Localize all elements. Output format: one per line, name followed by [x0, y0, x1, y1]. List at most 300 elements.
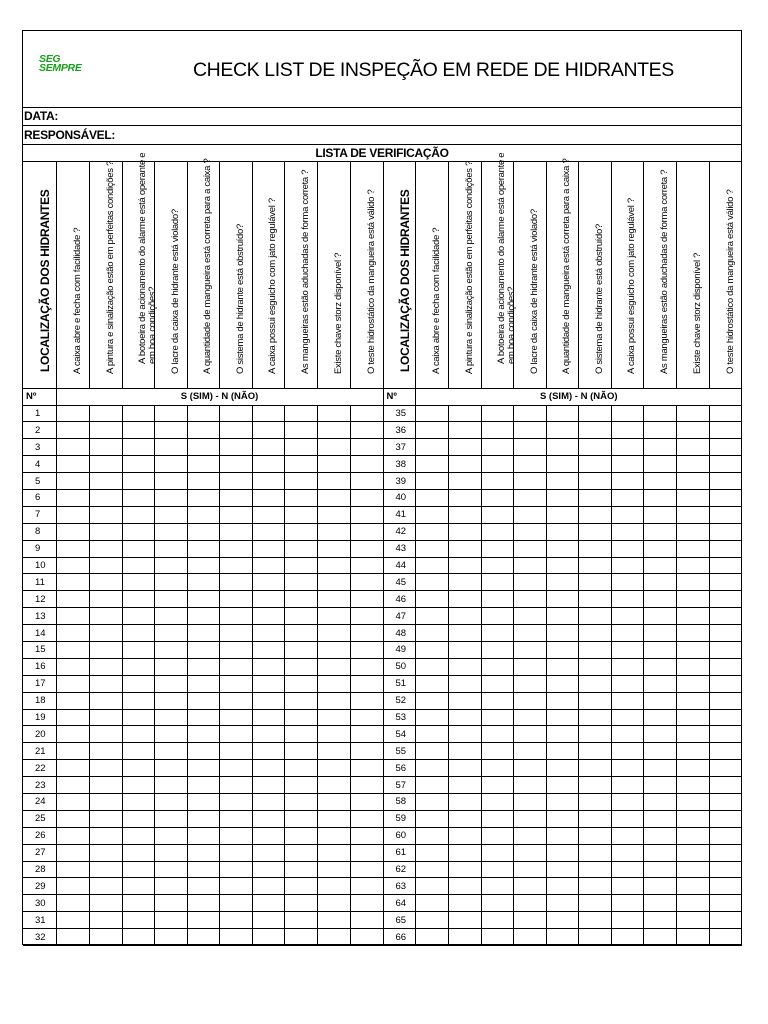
answer-cell[interactable] [187, 827, 219, 844]
answer-cell[interactable] [284, 861, 317, 878]
answer-cell[interactable] [709, 574, 742, 591]
answer-cell[interactable] [89, 625, 122, 642]
answer-cell[interactable] [709, 422, 742, 439]
answer-cell[interactable] [546, 929, 578, 946]
answer-cell[interactable] [709, 523, 742, 540]
answer-cell[interactable] [448, 658, 481, 675]
answer-cell[interactable] [676, 912, 709, 929]
answer-cell[interactable] [219, 557, 252, 574]
answer-cell[interactable] [643, 760, 676, 777]
answer-cell[interactable] [154, 506, 187, 523]
answer-cell[interactable] [187, 912, 219, 929]
answer-cell[interactable] [252, 709, 284, 726]
answer-cell[interactable] [219, 743, 252, 760]
answer-cell[interactable] [448, 625, 481, 642]
answer-cell[interactable] [219, 422, 252, 439]
answer-cell[interactable] [481, 574, 513, 591]
answer-cell[interactable] [252, 439, 284, 456]
answer-cell[interactable] [643, 658, 676, 675]
answer-cell[interactable] [611, 473, 643, 490]
answer-cell[interactable] [89, 489, 122, 506]
answer-cell[interactable] [317, 895, 350, 912]
answer-cell[interactable] [350, 608, 383, 625]
answer-cell[interactable] [154, 557, 187, 574]
answer-cell[interactable] [317, 844, 350, 861]
answer-cell[interactable] [122, 540, 154, 557]
answer-cell[interactable] [122, 709, 154, 726]
answer-cell[interactable] [643, 608, 676, 625]
answer-cell[interactable] [676, 456, 709, 473]
answer-cell[interactable] [546, 878, 578, 895]
answer-cell[interactable] [350, 878, 383, 895]
answer-cell[interactable] [56, 878, 89, 895]
answer-cell[interactable] [317, 827, 350, 844]
answer-cell[interactable] [709, 405, 742, 422]
answer-cell[interactable] [415, 608, 448, 625]
answer-cell[interactable] [154, 777, 187, 794]
answer-cell[interactable] [122, 895, 154, 912]
answer-cell[interactable] [513, 489, 546, 506]
answer-cell[interactable] [219, 675, 252, 692]
answer-cell[interactable] [546, 827, 578, 844]
answer-cell[interactable] [187, 743, 219, 760]
answer-cell[interactable] [481, 625, 513, 642]
answer-cell[interactable] [709, 793, 742, 810]
answer-cell[interactable] [154, 844, 187, 861]
answer-cell[interactable] [709, 658, 742, 675]
answer-cell[interactable] [56, 641, 89, 658]
answer-cell[interactable] [154, 591, 187, 608]
answer-cell[interactable] [89, 810, 122, 827]
answer-cell[interactable] [643, 692, 676, 709]
answer-cell[interactable] [252, 540, 284, 557]
answer-cell[interactable] [578, 641, 611, 658]
answer-cell[interactable] [448, 540, 481, 557]
answer-cell[interactable] [89, 895, 122, 912]
answer-cell[interactable] [513, 405, 546, 422]
answer-cell[interactable] [415, 675, 448, 692]
answer-cell[interactable] [578, 709, 611, 726]
answer-cell[interactable] [415, 473, 448, 490]
answer-cell[interactable] [154, 726, 187, 743]
answer-cell[interactable] [676, 760, 709, 777]
answer-cell[interactable] [56, 574, 89, 591]
answer-cell[interactable] [643, 405, 676, 422]
answer-cell[interactable] [415, 827, 448, 844]
answer-cell[interactable] [187, 540, 219, 557]
answer-cell[interactable] [317, 810, 350, 827]
answer-cell[interactable] [89, 557, 122, 574]
answer-cell[interactable] [154, 861, 187, 878]
answer-cell[interactable] [122, 810, 154, 827]
answer-cell[interactable] [578, 473, 611, 490]
answer-cell[interactable] [546, 439, 578, 456]
answer-cell[interactable] [481, 810, 513, 827]
answer-cell[interactable] [481, 675, 513, 692]
answer-cell[interactable] [415, 726, 448, 743]
answer-cell[interactable] [709, 456, 742, 473]
answer-cell[interactable] [219, 878, 252, 895]
answer-cell[interactable] [643, 912, 676, 929]
answer-cell[interactable] [122, 777, 154, 794]
answer-cell[interactable] [89, 760, 122, 777]
answer-cell[interactable] [56, 726, 89, 743]
answer-cell[interactable] [317, 506, 350, 523]
answer-cell[interactable] [122, 523, 154, 540]
answer-cell[interactable] [317, 658, 350, 675]
answer-cell[interactable] [676, 709, 709, 726]
answer-cell[interactable] [578, 692, 611, 709]
answer-cell[interactable] [611, 405, 643, 422]
answer-cell[interactable] [350, 591, 383, 608]
answer-cell[interactable] [350, 489, 383, 506]
answer-cell[interactable] [643, 844, 676, 861]
answer-cell[interactable] [317, 405, 350, 422]
answer-cell[interactable] [252, 743, 284, 760]
answer-cell[interactable] [415, 844, 448, 861]
answer-cell[interactable] [513, 743, 546, 760]
answer-cell[interactable] [415, 709, 448, 726]
answer-cell[interactable] [89, 422, 122, 439]
answer-cell[interactable] [187, 709, 219, 726]
answer-cell[interactable] [56, 439, 89, 456]
answer-cell[interactable] [578, 760, 611, 777]
answer-cell[interactable] [56, 625, 89, 642]
answer-cell[interactable] [676, 793, 709, 810]
answer-cell[interactable] [611, 878, 643, 895]
answer-cell[interactable] [709, 625, 742, 642]
answer-cell[interactable] [481, 760, 513, 777]
answer-cell[interactable] [317, 793, 350, 810]
answer-cell[interactable] [317, 878, 350, 895]
answer-cell[interactable] [317, 557, 350, 574]
answer-cell[interactable] [350, 456, 383, 473]
answer-cell[interactable] [219, 709, 252, 726]
answer-cell[interactable] [187, 523, 219, 540]
answer-cell[interactable] [252, 760, 284, 777]
answer-cell[interactable] [122, 760, 154, 777]
answer-cell[interactable] [513, 641, 546, 658]
answer-cell[interactable] [643, 439, 676, 456]
answer-cell[interactable] [611, 574, 643, 591]
answer-cell[interactable] [578, 675, 611, 692]
answer-cell[interactable] [513, 793, 546, 810]
answer-cell[interactable] [252, 506, 284, 523]
answer-cell[interactable] [154, 608, 187, 625]
answer-cell[interactable] [219, 726, 252, 743]
answer-cell[interactable] [89, 827, 122, 844]
answer-cell[interactable] [284, 760, 317, 777]
answer-cell[interactable] [187, 422, 219, 439]
answer-cell[interactable] [350, 506, 383, 523]
answer-cell[interactable] [578, 456, 611, 473]
answer-cell[interactable] [709, 506, 742, 523]
answer-cell[interactable] [415, 929, 448, 946]
answer-cell[interactable] [481, 489, 513, 506]
answer-cell[interactable] [546, 895, 578, 912]
answer-cell[interactable] [448, 608, 481, 625]
answer-cell[interactable] [284, 557, 317, 574]
answer-cell[interactable] [317, 861, 350, 878]
answer-cell[interactable] [481, 878, 513, 895]
answer-cell[interactable] [284, 692, 317, 709]
answer-cell[interactable] [676, 675, 709, 692]
answer-cell[interactable] [56, 658, 89, 675]
answer-cell[interactable] [546, 692, 578, 709]
answer-cell[interactable] [154, 760, 187, 777]
answer-cell[interactable] [317, 912, 350, 929]
answer-cell[interactable] [448, 844, 481, 861]
answer-cell[interactable] [187, 777, 219, 794]
answer-cell[interactable] [350, 557, 383, 574]
answer-cell[interactable] [513, 760, 546, 777]
answer-cell[interactable] [643, 641, 676, 658]
answer-cell[interactable] [187, 658, 219, 675]
answer-cell[interactable] [252, 895, 284, 912]
answer-cell[interactable] [415, 861, 448, 878]
answer-cell[interactable] [154, 895, 187, 912]
answer-cell[interactable] [89, 591, 122, 608]
answer-cell[interactable] [546, 405, 578, 422]
answer-cell[interactable] [122, 489, 154, 506]
answer-cell[interactable] [709, 489, 742, 506]
answer-cell[interactable] [187, 591, 219, 608]
answer-cell[interactable] [415, 777, 448, 794]
answer-cell[interactable] [122, 456, 154, 473]
answer-cell[interactable] [546, 574, 578, 591]
answer-cell[interactable] [317, 489, 350, 506]
answer-cell[interactable] [513, 895, 546, 912]
answer-cell[interactable] [56, 777, 89, 794]
answer-cell[interactable] [284, 709, 317, 726]
answer-cell[interactable] [415, 591, 448, 608]
answer-cell[interactable] [643, 743, 676, 760]
answer-cell[interactable] [56, 895, 89, 912]
answer-cell[interactable] [219, 912, 252, 929]
answer-cell[interactable] [284, 591, 317, 608]
answer-cell[interactable] [481, 540, 513, 557]
answer-cell[interactable] [252, 692, 284, 709]
answer-cell[interactable] [219, 810, 252, 827]
answer-cell[interactable] [448, 574, 481, 591]
answer-cell[interactable] [284, 523, 317, 540]
answer-cell[interactable] [481, 506, 513, 523]
answer-cell[interactable] [448, 422, 481, 439]
answer-cell[interactable] [252, 675, 284, 692]
answer-cell[interactable] [709, 473, 742, 490]
answer-cell[interactable] [448, 929, 481, 946]
answer-cell[interactable] [415, 625, 448, 642]
answer-cell[interactable] [89, 793, 122, 810]
answer-cell[interactable] [350, 422, 383, 439]
answer-cell[interactable] [709, 675, 742, 692]
answer-cell[interactable] [513, 861, 546, 878]
answer-cell[interactable] [154, 574, 187, 591]
answer-cell[interactable] [252, 608, 284, 625]
answer-cell[interactable] [578, 658, 611, 675]
answer-cell[interactable] [676, 506, 709, 523]
answer-cell[interactable] [709, 608, 742, 625]
answer-cell[interactable] [513, 929, 546, 946]
answer-cell[interactable] [611, 489, 643, 506]
answer-cell[interactable] [219, 861, 252, 878]
answer-cell[interactable] [122, 557, 154, 574]
answer-cell[interactable] [481, 523, 513, 540]
answer-cell[interactable] [481, 422, 513, 439]
answer-cell[interactable] [611, 625, 643, 642]
answer-cell[interactable] [611, 709, 643, 726]
answer-cell[interactable] [350, 827, 383, 844]
answer-cell[interactable] [546, 861, 578, 878]
answer-cell[interactable] [546, 709, 578, 726]
answer-cell[interactable] [611, 929, 643, 946]
answer-cell[interactable] [317, 456, 350, 473]
answer-cell[interactable] [317, 608, 350, 625]
answer-cell[interactable] [154, 473, 187, 490]
answer-cell[interactable] [187, 692, 219, 709]
answer-cell[interactable] [481, 777, 513, 794]
answer-cell[interactable] [481, 439, 513, 456]
answer-cell[interactable] [219, 625, 252, 642]
answer-cell[interactable] [122, 692, 154, 709]
answer-cell[interactable] [154, 675, 187, 692]
answer-cell[interactable] [448, 861, 481, 878]
answer-cell[interactable] [415, 793, 448, 810]
answer-cell[interactable] [252, 405, 284, 422]
answer-cell[interactable] [187, 439, 219, 456]
answer-cell[interactable] [122, 912, 154, 929]
answer-cell[interactable] [284, 895, 317, 912]
answer-cell[interactable] [154, 625, 187, 642]
answer-cell[interactable] [284, 540, 317, 557]
answer-cell[interactable] [350, 574, 383, 591]
answer-cell[interactable] [709, 540, 742, 557]
answer-cell[interactable] [481, 456, 513, 473]
answer-cell[interactable] [415, 658, 448, 675]
answer-cell[interactable] [317, 929, 350, 946]
answer-cell[interactable] [89, 456, 122, 473]
answer-cell[interactable] [546, 473, 578, 490]
answer-cell[interactable] [350, 760, 383, 777]
answer-cell[interactable] [709, 878, 742, 895]
answer-cell[interactable] [219, 405, 252, 422]
answer-cell[interactable] [350, 726, 383, 743]
answer-cell[interactable] [481, 743, 513, 760]
answer-cell[interactable] [122, 405, 154, 422]
answer-cell[interactable] [284, 439, 317, 456]
answer-cell[interactable] [284, 574, 317, 591]
answer-cell[interactable] [643, 726, 676, 743]
answer-cell[interactable] [317, 473, 350, 490]
answer-cell[interactable] [611, 844, 643, 861]
answer-cell[interactable] [187, 574, 219, 591]
answer-cell[interactable] [546, 760, 578, 777]
answer-cell[interactable] [56, 760, 89, 777]
answer-cell[interactable] [317, 709, 350, 726]
answer-cell[interactable] [611, 506, 643, 523]
answer-cell[interactable] [154, 489, 187, 506]
answer-cell[interactable] [154, 641, 187, 658]
answer-cell[interactable] [481, 827, 513, 844]
answer-cell[interactable] [546, 844, 578, 861]
answer-cell[interactable] [709, 709, 742, 726]
answer-cell[interactable] [578, 608, 611, 625]
answer-cell[interactable] [481, 692, 513, 709]
answer-cell[interactable] [56, 844, 89, 861]
answer-cell[interactable] [252, 793, 284, 810]
answer-cell[interactable] [317, 726, 350, 743]
answer-cell[interactable] [284, 625, 317, 642]
answer-cell[interactable] [676, 574, 709, 591]
answer-cell[interactable] [154, 709, 187, 726]
answer-cell[interactable] [611, 912, 643, 929]
answer-cell[interactable] [448, 793, 481, 810]
answer-cell[interactable] [578, 489, 611, 506]
answer-cell[interactable] [317, 641, 350, 658]
answer-cell[interactable] [284, 675, 317, 692]
answer-cell[interactable] [350, 439, 383, 456]
answer-cell[interactable] [415, 540, 448, 557]
answer-cell[interactable] [252, 574, 284, 591]
answer-cell[interactable] [643, 810, 676, 827]
answer-cell[interactable] [513, 844, 546, 861]
answer-cell[interactable] [89, 658, 122, 675]
answer-cell[interactable] [481, 844, 513, 861]
answer-cell[interactable] [350, 405, 383, 422]
answer-cell[interactable] [709, 439, 742, 456]
answer-cell[interactable] [643, 878, 676, 895]
answer-cell[interactable] [546, 658, 578, 675]
answer-cell[interactable] [709, 912, 742, 929]
answer-cell[interactable] [187, 608, 219, 625]
answer-cell[interactable] [219, 793, 252, 810]
answer-cell[interactable] [187, 726, 219, 743]
answer-cell[interactable] [56, 608, 89, 625]
answer-cell[interactable] [252, 489, 284, 506]
answer-cell[interactable] [154, 878, 187, 895]
answer-cell[interactable] [187, 895, 219, 912]
answer-cell[interactable] [187, 405, 219, 422]
answer-cell[interactable] [89, 692, 122, 709]
answer-cell[interactable] [317, 777, 350, 794]
answer-cell[interactable] [611, 827, 643, 844]
answer-cell[interactable] [219, 895, 252, 912]
answer-cell[interactable] [676, 726, 709, 743]
answer-cell[interactable] [578, 726, 611, 743]
answer-cell[interactable] [56, 743, 89, 760]
answer-cell[interactable] [56, 557, 89, 574]
answer-cell[interactable] [709, 760, 742, 777]
answer-cell[interactable] [513, 439, 546, 456]
answer-cell[interactable] [56, 489, 89, 506]
answer-cell[interactable] [513, 422, 546, 439]
answer-cell[interactable] [676, 591, 709, 608]
answer-cell[interactable] [187, 793, 219, 810]
answer-cell[interactable] [154, 540, 187, 557]
answer-cell[interactable] [676, 861, 709, 878]
answer-cell[interactable] [252, 641, 284, 658]
answer-cell[interactable] [252, 726, 284, 743]
answer-cell[interactable] [284, 641, 317, 658]
answer-cell[interactable] [415, 878, 448, 895]
answer-cell[interactable] [546, 777, 578, 794]
answer-cell[interactable] [284, 726, 317, 743]
data-field[interactable] [23, 106, 741, 126]
answer-cell[interactable] [284, 422, 317, 439]
answer-cell[interactable] [643, 506, 676, 523]
answer-cell[interactable] [481, 473, 513, 490]
answer-cell[interactable] [122, 439, 154, 456]
